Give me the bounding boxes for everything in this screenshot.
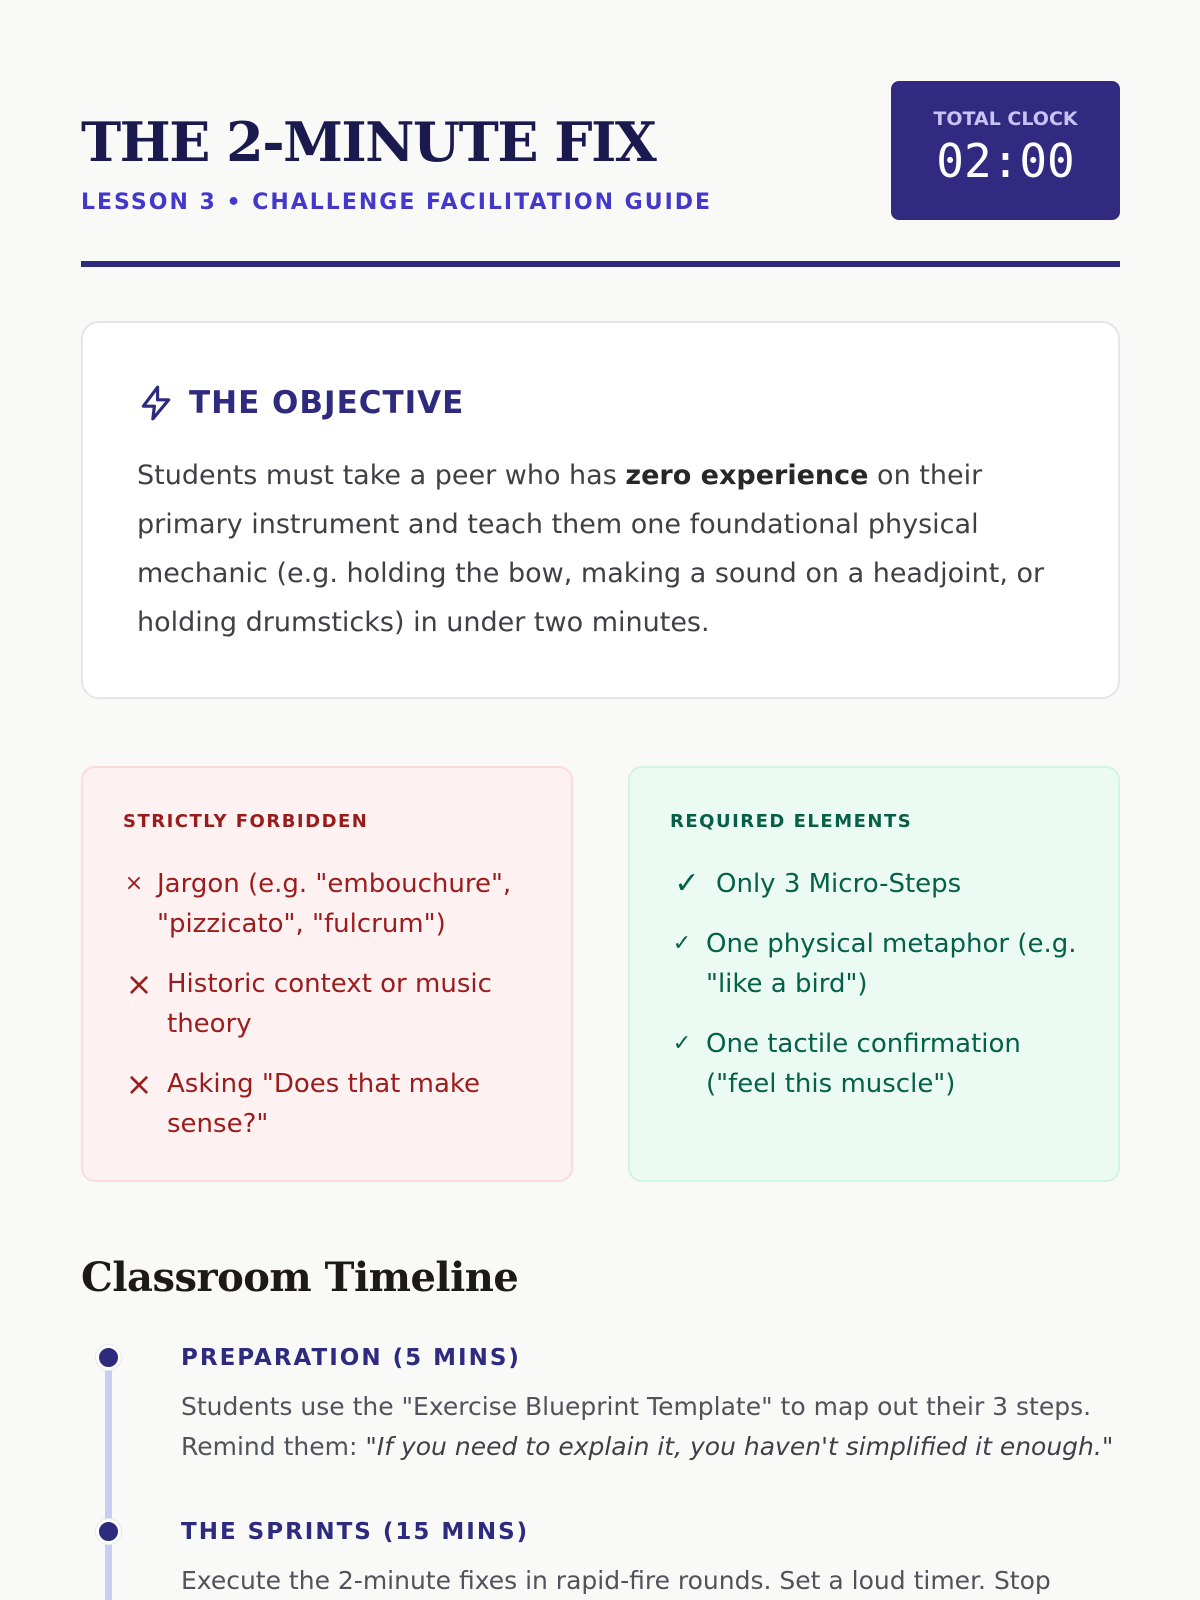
objective-text-bold: zero experience	[625, 460, 869, 491]
clock-value: 02:00	[936, 134, 1075, 188]
required-title: REQUIRED ELEMENTS	[670, 811, 913, 832]
required-item-text: One tactile confirmation ("feel this muscle")	[706, 1029, 1021, 1099]
list-item	[670, 864, 1090, 904]
list-item	[123, 864, 543, 944]
timeline-item	[181, 1517, 1116, 1600]
objective-text	[137, 451, 1067, 647]
required-box	[628, 766, 1120, 1182]
timeline-item-label: PREPARATION (5 MINS)	[181, 1345, 521, 1371]
required-item-text: One physical metaphor (e.g. "like a bird")	[706, 929, 1077, 999]
objective-card	[81, 321, 1120, 699]
header-divider	[81, 261, 1120, 267]
forbidden-item-text: Historic context or music theory	[167, 969, 492, 1039]
forbidden-item-text: Asking "Does that make sense?"	[167, 1069, 481, 1139]
x-icon: ×	[125, 1065, 153, 1103]
timeline-item-text	[181, 1387, 1116, 1467]
forbidden-title: STRICTLY FORBIDDEN	[123, 811, 369, 832]
forbidden-item-text: Jargon (e.g. "embouchure", "pizzicato", "fulcrum")	[157, 869, 512, 939]
timeline-item-quote: "If you need to explain it, you haven't simplified it enough."	[365, 1432, 1114, 1461]
check-icon: ✓	[672, 931, 692, 956]
page-title: THE 2-MINUTE FIX	[81, 110, 656, 174]
timeline-dot	[96, 1519, 121, 1544]
objective-text-after: on their primary instrument and teach them one foundational physical mechanic (e.g. holding the bow, making a sound on a headjoint, or holding drumsticks) in under two minutes.	[137, 460, 1045, 638]
objective-header	[137, 381, 464, 425]
objective-title: THE OBJECTIVE	[189, 385, 465, 421]
list-item	[670, 924, 1090, 1004]
forbidden-box	[81, 766, 573, 1182]
timeline-item-text	[181, 1561, 1116, 1600]
x-icon: ×	[124, 871, 144, 896]
timeline-line	[105, 1357, 112, 1600]
header	[81, 0, 1120, 268]
required-list	[670, 864, 1090, 1124]
required-item-text: Only 3 Micro-Steps	[716, 869, 962, 899]
page	[81, 0, 1120, 1600]
x-icon: ×	[125, 965, 153, 1003]
lightning-icon	[137, 383, 175, 423]
timeline-item-body: Students use the "Exercise Blueprint Template" to map out their 3 steps. Remind them:	[181, 1392, 1092, 1461]
list-item	[123, 1064, 543, 1144]
timeline-dot	[96, 1345, 121, 1370]
timeline-item-body: Execute the 2-minute fixes in rapid-fire rounds. Set a loud timer. Stop	[181, 1566, 1051, 1595]
total-clock	[891, 81, 1120, 220]
page-subtitle: LESSON 3 • CHALLENGE FACILITATION GUIDE	[81, 190, 713, 215]
timeline-title: Classroom Timeline	[81, 1254, 519, 1301]
check-icon: ✓	[672, 1031, 692, 1056]
timeline-item-label: THE SPRINTS (15 MINS)	[181, 1519, 530, 1545]
list-item	[123, 964, 543, 1044]
objective-text-before: Students must take a peer who has	[137, 460, 626, 491]
forbidden-list	[123, 864, 543, 1164]
list-item	[670, 1024, 1090, 1104]
timeline-item	[181, 1343, 1116, 1467]
check-icon: ✓	[674, 866, 700, 901]
clock-label: TOTAL CLOCK	[933, 108, 1078, 130]
